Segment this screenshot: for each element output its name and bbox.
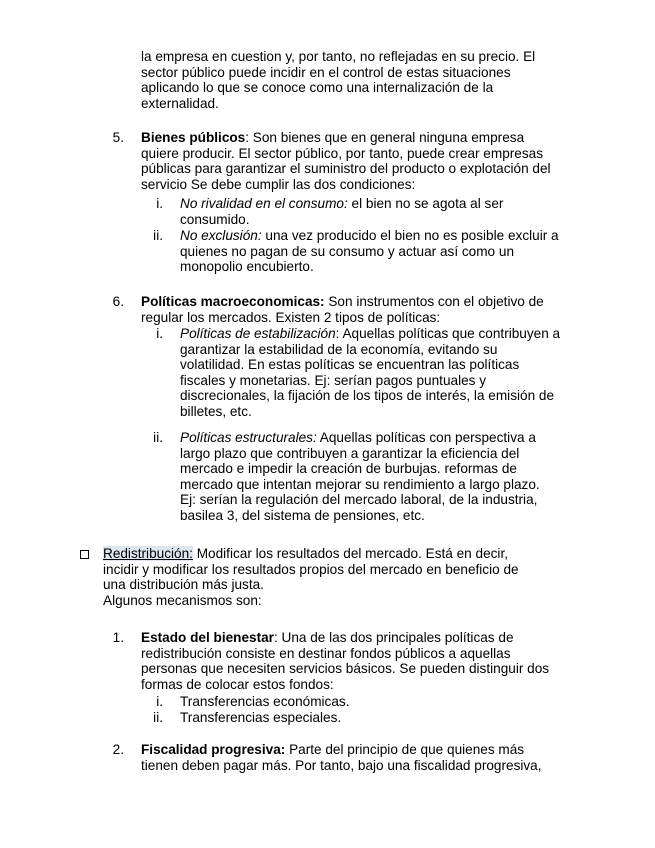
item-text: tienen deben pagar más. Por tanto, bajo una fiscalidad progresiva, [141,757,542,773]
item-text: públicas para garantizar el suministro del producto o explotación del [141,161,551,176]
sub-text: volatilidad. En estas políticas se encuentran las políticas [180,357,520,372]
intro-line: la empresa en cuestion y, por tanto, no reflejadas en su precio. El [141,49,536,64]
sub-item-no-rivalidad [180,196,503,227]
item-text: : Son bienes que en general ninguna empresa [245,130,525,145]
list-item-bienes-publicos [141,130,551,192]
sub-numeral: i. [156,196,163,211]
sub-text: mercado que intentan mejorar su rendimiento a largo plazo. [180,476,540,492]
sub-text: consumido. [180,211,250,227]
sub-numeral: ii. [153,228,163,243]
sub-term: No rivalidad en el consumo: [180,196,348,211]
sub-text: discrecionales, la fijación de los tipos de interés, la emisión de [180,388,555,403]
intro-paragraph [141,49,535,111]
sub-numeral: ii. [153,430,163,445]
item-text: quiere producir. El sector público, por tanto, puede crear empresas [141,145,543,161]
sub-text: basilea 3, del sistema de pensiones, etc. [180,507,425,523]
sub-term: No exclusión: [180,228,262,243]
sub-text: fiscales y monetarias. Ej: serían pagos puntuales y [180,372,487,388]
redistribucion-paragraph [103,546,519,608]
sub-text: el bien no se agota al ser [347,196,504,211]
sub-text: Aquellas políticas con perspectiva a [316,430,536,445]
sub-term: Políticas de estabilización [180,326,336,341]
list-item-politicas-macroeconomicas [141,294,544,325]
item-text: personas que necesiten servicios básicos. Se pueden distinguir dos [141,661,550,676]
list-number: 6. [112,294,124,309]
item-title: Políticas macroeconomicas: [141,294,325,309]
sub-item-no-exclusion [180,228,559,275]
paragraph-text: Modificar los resultados del mercado. Está en decir, [192,546,508,561]
item-text: formas de colocar estos fondos: [141,676,334,692]
sub-item-estructurales [180,430,540,523]
list-number: 2. [112,742,124,757]
sub-item-estabilizacion [180,326,560,419]
item-text: : Una de las dos principales políticas de [273,630,514,645]
list-number: 5. [112,130,124,145]
sub-numeral: i. [156,326,163,341]
sub-text: una vez producido el bien no es posible excluir a [261,228,559,243]
list-item-estado-bienestar [141,630,549,692]
sub-text: : Aquellas políticas que contribuyen a [335,326,561,341]
sub-text: Ej: serían la regulación del mercado laboral, de la industria, [180,492,538,507]
intro-line: sector público puede incidir en el control de estas situaciones [141,64,511,80]
sub-text: largo plazo que contribuyen a garantizar la eficiencia del [180,445,520,461]
item-title: Bienes públicos [141,130,246,145]
sub-text: billetes, etc. [180,403,252,419]
intro-line: aplicando lo que se conoce como una internalización de la [141,80,494,95]
sub-numeral: i. [156,694,163,709]
sub-text: monopolio encubierto. [180,259,314,274]
item-title: Estado del bienestar [141,630,274,645]
sub-item-transferencias-economicas: Transferencias económicas. [180,694,350,709]
sub-item-transferencias-especiales: Transferencias especiales. [180,710,342,725]
paragraph-text: Algunos mecanismos son: [103,592,262,608]
sub-text: mercado e impedir la creación de burbujas. reformas de [180,461,517,476]
paragraph-text: una distribución más justa. [103,577,264,592]
item-text: redistribución consiste en destinar fondos públicos a aquellas [141,645,511,661]
sub-text: garantizar la estabilidad de la economía, evitando su [180,341,498,357]
item-text: Parte del principio de que quienes más [285,742,525,757]
list-number: 1. [112,630,124,645]
item-title: Fiscalidad progresiva: [141,742,286,757]
item-text: servicio Se debe cumplir las dos condiciones: [141,176,416,192]
square-bullet-icon [80,550,89,559]
sub-text: quienes no pagan de su consumo y actuar así como un [180,243,515,259]
sub-numeral: ii. [153,710,163,725]
redistribucion-link[interactable]: Redistribución: [103,546,193,561]
sub-term: Políticas estructurales: [180,430,317,445]
item-text: Son instrumentos con el objetivo de [324,294,544,309]
item-text: regular los mercados. Existen 2 tipos de políticas: [141,309,441,325]
intro-line: externalidad. [141,95,219,111]
list-item-fiscalidad-progresiva [141,742,651,776]
paragraph-text: incidir y modificar los resultados propios del mercado en beneficio de [103,561,519,577]
